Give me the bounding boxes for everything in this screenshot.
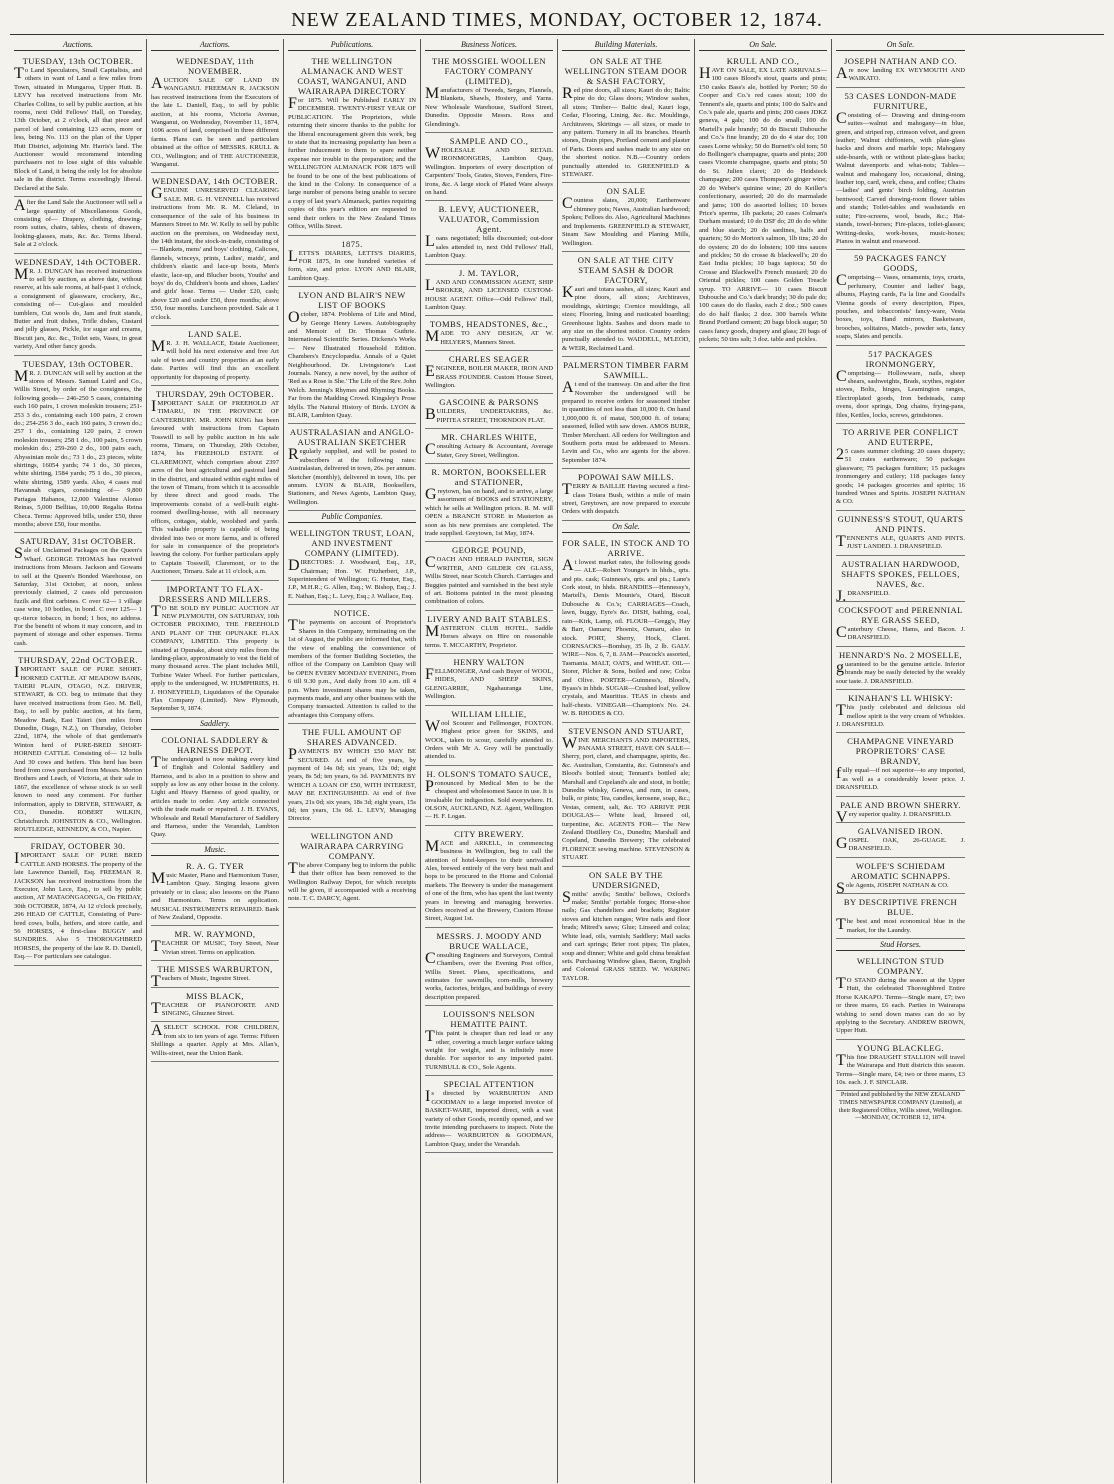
advertisement [425, 766, 553, 826]
ad-body: MR. J. DUNCAN will sell by auction at the stores of Messrs. Samuel Laird and Co., Willis Street, by order of the consignees, the following goods— 246-250 5 cases, containing each 160 pairs, 1 crown moleskin trousers; 251-253 3 do., containing each 100 pairs, 2 crown do.; 254-256 3 do., each 160 pairs, 3 crown do.; 257 1 do., containing 120 pairs, 2 crown moleskin trousers; 258 1 do., 100 pairs, 5 crown moleskin do.; 259-260 2 do., 100 pairs each, Abyssinian mole do.; 73 1 do., 23 pieces, white shirtings, 16054 yards; 74 1 do., 30 pieces, white shirting, 1584 yards; 75 1 do., 30 pieces, white shirting, 1589 yards. Also, 4 cases real Havannah cigars, consisting of— 9,800 Partagas Habanos, 12,000 Valentine Alonso Reinas, 5,000 Bellitas, 10,000 Regalia Reina Checa. Terms: Approved bills, under £50, three months; above £50, four months. [14, 367, 142, 528]
ad-body: LAND AND COMMISSION AGENT, SHIP BROKER, AND LICENSED CUSTOM-HOUSE AGENT. Office—Odd Fellows' Hall, Lambton Quay. [425, 276, 553, 311]
ad-body: GENUINE UNRESERVED CLEARING SALE. MR. G. H. VENNELL has received instructions from Mr. R. M. Cleland, in consequence of the sale of his business in Manners Street to Mr. W. Kelly to sell by public auction on the premises, on Wednesday next, the 14th instant, the stock-in-trade, consisting of— Blankets, mens' and boys' clothing, Calicoes, flannels, winceys, prints, Ladies', maids', and children's elastic and lace-up boots, Men's elastic, lace-up, and Blucher boots, Youths' and boys' do do, Children's boots and shoes, Ladies' and girls' hose. Terms — Under £20, cash; above £20 and under £50, three months; above £50, four months. Luncheon provided. Sale at 1 o'clock. [151, 185, 279, 321]
ad-body: At lowest market rates, the following goods— ALE—Robert Younger's in hhds., qrts. and pts. cask; Guinness's, qrts. and pts.; Lane's Cork stout, in hhds. BRANDIES—Hennessy's, Martell's, Denis Mounie's, Otard, Biscuit Dubouche & Co.'s; CARRIAGES—Coach, lawn, buggy, Eyre's &c. DISH, bathing, coal, rain—Kirk, Lamp, oil. FLOUR—Gregg's, Hay & Barr, Oamaru; Phoenix, Oamaru, also in stock. PORT, Sherry, Hock, Claret. CORNSACKS—Bombay, 35 lb, 2 lb. GALV. WIRE—Nos. 6, 7, 8. JAM—Peacock's assorted, Tasmania. MALT, OATS, and WHEAT. OIL—Storer, Pilcher & Sons, boiled and raw; Colza and Olive. PORTER—Guinness's, Blood's, Byass's in hhds. SUGAR—Crushed loaf, yellow crystals, and Mauritius. TEAS in chests and half-chests. VINEGAR—Champion's No. 24. W. B. RHODES & CO. [562, 556, 690, 718]
ad-body: Consisting of— Drawing and dining-room suites—walnut and mahogany—in blue, green, and striped rep, crimson velvet, and green leather; Walnut chiffoniers, with plate-glass backs and doors and marble tops; Mahogany side-boards, with or without plate-glass backs; Walnut davenports and what-nots; Tables—walnut and mahogany loo, occasional, dining, leather top, card, work, chess, and coffee; Chairs—ladies' and gents' birch folding, Austrian bentwood; Carved drawing-room flower tables and stands; Toilet-tables and washstands en suite; Fire-screens, wool, beads, &c.; Hat-stands, towel-horses; Fire-places, toilet-glasses; Writing-desks, work-boxes, music-boxes; Pianos in walnut and rosewood. [836, 109, 965, 245]
ad-body: BUILDERS, UNDERTAKERS, &c. PIPITEA STREET, THORNDON FLAT. [425, 406, 553, 424]
ad-heading: THE FULL AMOUNT OF SHARES ADVANCED. [302, 727, 402, 748]
section-heading: Business Notices. [425, 39, 553, 51]
ad-body: COACH AND HERALD PAINTER, SIGN WRITER, AND GILDER ON GLASS, Willis Street, near Scotch Church. Carriages and Buggies painted and varnished in the best style of art. Bottoms painted in the most pleasing combination of colors. [425, 554, 553, 606]
advertisement [14, 652, 142, 838]
ad-body: Is directed by WARBURTON AND GOODMAN to a large imported invoice of BASKET-WARE, imported direct, with a vast variety of other Goods, recently opened, and we invite intending purchasers to inspect. Note the address— WARBURTON & GOODMAN, Lambton Quay, under the Verandah. [425, 1088, 553, 1148]
advertisement [425, 928, 553, 1006]
ad-heading: COCKSFOOT and PERENNIAL RYE GRASS SEED, [838, 605, 963, 626]
advertisement [562, 252, 690, 357]
ad-body: Sale of Unclaimed Packages on the Queen's Wharf. GEORGE THOMAS has received instructions from Messrs. Jackson and Gowans to sell at the Queen's Bonded Warehouse, on Saturday, 31st October, at noon, unless previously claimed, 2 cases old percussion fuzils and flint carbines. C over 62— 1 village case wine, 10 bottles, in bond. C over 125— 1 qr.-tierce tobacco, in bond; 1 box, no address. For the benefit of whom it may concern, and in payment of storage and other expenses. Terms cash. [14, 545, 142, 647]
ad-heading: GEORGE POUND, [452, 545, 526, 556]
advertisement [14, 356, 142, 534]
ad-heading: THE WELLINGTON ALMANACK AND WEST COAST, WANGANUI, AND WAIRARAPA DIRECTORY [297, 56, 407, 96]
ad-body: AUCTION SALE OF LAND IN WANGANUI. FREEMAN R. JACKSON has received instructions from the Executors of the late L. Daniell, Esq., to sell by public auction, at his rooms, Victoria Avenue, Wanganui, on Wednesday, November 11, 1874, 1696 acres of land, comprised in three different farms. Plans can be seen and particulars obtained at the office of MESSRS. KRULL & CO., Wellington; and of THE AUCTIONEER, Wanganui. [151, 75, 279, 169]
advertisement [836, 88, 965, 251]
advertisement [425, 464, 553, 542]
ad-heading: BY DESCRIPTIVE FRENCH BLUE. [843, 897, 958, 918]
advertisement [288, 525, 416, 605]
advertisement [151, 858, 279, 926]
ad-body: Comprising— Hollowware, nails, sheep shears, sashweights, Brads, scythes, register stoves, Bolts, hinges, Leamington ranges, Electroplated goods, Iron bedsteads, camp ovens, door springs, Dog chains, frying-pans, files, Kettles, locks, screws, grindstones. [836, 367, 965, 419]
ad-heading: 1875. [341, 238, 363, 249]
advertisement [288, 724, 416, 828]
column-6 [695, 39, 832, 1483]
ad-body: To Land Speculators, Small Capitalists, and others in want of Land a few miles from Town, situated in Mungaroa, Upper Hutt. B. LEVY has received instructions from Mr. Charles Collins, to sell by public auction, at his rooms, next Odd Fellows' Hall, on Tuesday, 13th October, at 2 o'clock, all that piece and parcel of land containing 123 acres, more or less, being No. 113 on the plan of the Upper Hutt District, adjoining Mr. Harris's land. The Auctioneer would recommend intending purchasers not to lose sight of this valuable Block of Land, it being the only lot for absolute sale in the district. Terms exceedingly liberal. Declared at the Sale. [14, 65, 142, 192]
section-heading: Public Companies. [288, 511, 416, 523]
column-2 [147, 39, 284, 1483]
advertisement [836, 858, 965, 897]
ad-heading: ON SALE AT THE WELLINGTON STEAM DOOR & SASH FACTORY, [564, 56, 688, 86]
ad-body: After the Land Sale the Auctioneer will sell a large quantity of Miscellaneous Goods, consisting of— Drapery, clothing, drawing-room suites, chairs, tables, chests of drawers, looking-glasses, mats, &c. &c. Terms liberal. Sale at 2 o'clock. [14, 197, 142, 249]
advertisement [425, 1076, 553, 1153]
ad-body: Countess slates, 20,000; Earthenware chimney pots; Naves, Australian hardwood; Spokes; Felloes do. Also, Agricultural Machines and Implements. GREENFIELD & STEWART, Steam Saw Moulding and Planing Mills, Wellington. [562, 195, 690, 247]
ad-body: MR. J. H. WALLACE, Estate Auctioneer, will hold his next extensive and free Art sale of town and country properties at an early date. Parties will find this an excellent opportunity for disposing of property. [151, 337, 279, 381]
advertisement [836, 797, 965, 826]
ad-body: The payments on account of Proprietor's Shares in this Company, terminating on the 1st of August, the public are informed that, with the view of enabling the convenience of members of the former Building Societies, the office of the Company on Lambton Quay will be OPEN EVERY MONDAY EVENING, From 6 till 9.30 p.m., And daily from 10 a.m. till 4 p.m. When investment shares may be taken, payments made, and any other business with the Company transacted. Attention is called to the advantages this Company offers. [288, 617, 416, 719]
ad-heading: YOUNG BLACKLEG. [856, 1042, 945, 1053]
ad-body: This justly celebrated and delicious old mellow spirit is the very cream of Whiskies. J. DRANSFIELD. [836, 702, 965, 728]
advertisement [14, 254, 142, 356]
ad-body: Canterbury Cheese, Hams, and Bacon. J. DRANSFIELD. [836, 624, 965, 642]
ad-body: TENNENT'S ALE, QUARTS AND PINTS. JUST LANDED. J. DRANSFIELD. [836, 532, 965, 551]
ad-heading: SPECIAL ATTENTION [443, 1079, 535, 1090]
ad-heading: 59 PACKAGES FANCY GOODS, [854, 253, 947, 274]
ad-body: This paint is cheaper than red lead or any other, covering a much larger surface taking weight for weight, and is infinitely more durable. For superior to any imported paint. TURNBULL & CO., Sole Agents. [425, 1028, 553, 1071]
ad-heading: FRIDAY, OCTOBER 30. [30, 841, 126, 852]
advertisement [288, 424, 416, 511]
ad-heading: PALE AND BROWN SHERRY. [840, 799, 961, 810]
ad-body: Pronounced by Medical Men to be the cheapest and wholesomest Sauce in use. It is invaluable for indigestion. Sold everywhere. H. OLSON, AUCKLAND, N.Z. Agent, Wellington — H. F. Logan. [425, 777, 553, 821]
ad-heading: LOUISSON'S NELSON HEMATITE PAINT. [443, 1009, 535, 1030]
ad-body: Manufacturers of Tweeds, Serges, Flannels, Blankets, Shawls, Hosiery, and Yarns. New Wholesale Warehouse, Stafford Street, Dunedin. Opposite Messrs. Ross and Glendining's. [425, 85, 553, 128]
advertisement [425, 351, 553, 394]
ad-body: 25 cases summer clothing; 20 cases drapery; 51 crates earthenware; 50 packages glassware; 75 packages furniture; 15 packages ironmongery and cutlery; 118 packages fancy goods; 14 packages groceries and spirits; 16 hundred Wines and Spirits. JOSEPH NATHAN & CO. [836, 446, 965, 506]
column-4 [421, 39, 558, 1483]
ad-heading: WELLINGTON TRUST, LOAN, AND INVESTMENT COMPANY (LIMITED). [289, 528, 415, 559]
ad-heading: GASCOINE & PARSONS [439, 397, 539, 408]
section-heading: Auctions. [14, 39, 142, 51]
ad-body: Consulting Engineers and Surveyors, Central Chambers, over the Evening Post office, Willis Street. Plans, specifications, and estimates for sawmills, corn-mills, brewery works, factories, bridges, and buildings of every description prepared. [425, 949, 553, 1001]
advertisement [151, 53, 279, 173]
ad-heading: GALVANISED IRON. [857, 825, 944, 836]
advertisement [151, 961, 279, 991]
ad-heading: PALMERSTON TIMBER FARM SAWMILL. [563, 360, 689, 381]
ad-body: Greytown, has on hand, and to arrive, a large assortment of BOOKS and STATIONERY, which he sells at Wellington prices. R. M. will OPEN a BRANCH STORE in Masterton as soon as his new premises are completed. The trade supplied. Greytown, 1st May, 1874. [425, 485, 553, 537]
column-3 [284, 39, 421, 1483]
ad-body: MASTERTON CLUB HOTEL. Saddle Horses always on Hire on reasonable terms. T. MCCARTHY, Proprietor. [425, 622, 553, 649]
ad-heading: WEDNESDAY, 14th OCTOBER. [15, 256, 141, 267]
advertisement [699, 53, 827, 348]
advertisement [562, 469, 690, 521]
ad-body: IMPORTANT SALE OF FREEHOLD AT TIMARU, IN THE PROVINCE OF CANTERBURY. MR. JOHN KING has been favoured with instructions from Captain Tosswill to sell by public auction in his sale rooms, Timaru, on Thursday, 29th October, 1874, his FREEHOLD ESTATE of CLAREMONT, which comprises about 2397 acres of the best agricultural and pastoral land in the district, and situated within eight miles of the town of Timaru, from which it is accessible by three direct and good roads. The improvements consist of a well-built eight-roomed dwelling-house, with all necessary offices, cottages, stable, woolshed and yards. This valuable property is capable of being divided into two or more farms, and is offered for sale in consequence of the proprietor's leaving the colony. For further particulars apply to Captain Tosswill, Claremont, or to the Auctioneer, Timaru. Sale at 11 o'clock, a.m. [151, 398, 279, 576]
ad-heading: AUSTRALIAN HARDWOOD, SHAFTS SPOKES, FELLOES, NAVES, &c. [841, 558, 960, 589]
ad-body: fully equal—if not superior—to any imported, as well as a considerably lower price. J. DRANSFIELD. [836, 765, 965, 792]
ad-body: guaranteed to be the genuine article. Inferior brands may be easily detected by the weakly sour taste. J. DRANSFIELD. [836, 658, 965, 685]
ad-body: Sole Agents, JOSEPH NATHAN & CO. [836, 879, 949, 897]
ad-heading: WELLINGTON AND WAIRARAPA CARRYING COMPANY. [300, 830, 404, 861]
ad-heading: MR. W. RAYMOND, [174, 929, 256, 940]
ad-heading: AUSTRALASIAN and ANGLO-AUSTRALIAN SKETCHER [289, 427, 415, 448]
ad-body: For 1875. Will be Published EARLY IN DECEMBER. TWENTY-FIRST YEAR OF PUBLICATION. The Proprietors, while returning their sincere thanks to the public for the liberal encouragement given this work, beg to state that its increasing popularity has been a further inducement to them to spare neither expense nor trouble in the preparation; and the WELLINGTON ALMANACK FOR 1875 will be found to be one of the best publications of the kind in the Colony. In consequence of a large number of persons being unable to secure a copy of last year's Almanack, parties requiring copies of this year's edition are requested to send their orders to the New Zealand Times Office, Willis Street. [288, 95, 416, 231]
ad-body: IMPORTANT SALE OF PURE BRED CATTLE AND HORSES. The property of the late Lawrence Daniell, Esq. FREEMAN R. JACKSON has received instructions from the Executor, John Lece, Esq., to sell by public auction, AT MATAONGAONGA, On FRIDAY, 30th OCTOBER, 1874, At 12 o'clock precisely, 296 HEAD OF CATTLE, Consisting of Pure-bred cows, bulls, heifers, and store cattle, and 56 HORSES, 4 first-class BUGGY and SUNDRIES. Also 5 THOROUGHBRED HORSES, the property of the late R. D. Daniell, Esq.— For particulars see catalogue. [14, 850, 142, 961]
advertisement [836, 647, 965, 690]
ad-heading: TUESDAY, 13th OCTOBER. [22, 56, 134, 66]
ad-heading: THE MOSSGIEL WOOLLEN FACTORY COMPANY (LIMITED), [432, 56, 546, 86]
ad-body: October, 1874. Problems of Life and Mind, by George Henry Lewes. Autobiography and Memoir of Dr. Thomas Guthrie. International Scientific Series. Dickens's Works — New Illustrated Household Edition. Chambers's Encyclopædia. Annals of a Quiet Neighbourhood. Dr. Livingstone's Last Journals. Nancy, a new novel, by the author of 'Red as a Rose is She.' The Life of the Rev. John Welch. Jenning's Rhymes and Rhyming Books. Far from the Madding Crowd. Kingsley's Prose Idylls. The Natural History of Birds. LYON & BLAIR, Lambton Quay. [288, 309, 416, 419]
ad-body: Red pine doors, all sizes; Kauri do do; Baltic pine do do; Glass doors; Window sashes, all sizes; Timber— Baltic deal, Kauri logs, Cedar, Flooring, Lining, &c. &c. Mouldings, Architraves, Skirtings — all sizes, or made to any pattern. Turnery in all its branches. Hearth stones, Drain pipes, Portland cement and plaster of Paris. Doors and sashes made to any size on the shortest notice. N.B.—Country orders punctually attended to. GREENFIELD & STEWART. [562, 85, 690, 179]
advertisement [151, 173, 279, 326]
section-heading: Building Materials. [562, 39, 690, 51]
ad-heading: GUINNESS'S STOUT, QUARTS AND PINTS. [837, 513, 964, 534]
advertisement [288, 605, 416, 724]
advertisement [836, 556, 965, 605]
ad-heading: WEDNESDAY, 11th NOVEMBER. [176, 56, 254, 76]
section-heading: Stud Horses. [836, 939, 965, 951]
ad-heading: H. OLSON'S TOMATO SAUCE, [426, 768, 552, 779]
section-heading: On Sale. [699, 39, 827, 51]
ad-heading: 53 CASES LONDON-MADE FURNITURE, [844, 90, 957, 111]
ad-body: DIRECTORS: J. Woodward, Esq., J.P., Chairman; Hon. W. Fitzherbert, J.P., Superintendent of Wellington; G. Hunter, Esq., J.P., M.H.R.; G. Allen, Esq.; W. Bishop, Esq.; J. E. Nathan, Esq.; L. Levy, Esq.; J. Wallace, Esq. [288, 557, 416, 600]
advertisement [836, 511, 965, 556]
ad-heading: CITY BREWERY. [454, 828, 524, 839]
ad-body: FELLMONGER, And cash Buyer of WOOL, HIDES, AND SHEEP SKINS, GLENGARRIE, Ngahauranga Line, Wellington. [425, 666, 553, 701]
ad-heading: COLONIAL SADDLERY & HARNESS DEPOT. [161, 734, 269, 755]
ad-heading: R. A. G. TYER [185, 860, 245, 871]
advertisement [562, 723, 690, 867]
advertisement [425, 394, 553, 429]
ad-body: MACE and ARKELL, in commencing business in Wellington, beg to call the attention of hotel-keepers to their unrivalled Ales, brewed entirely of the very best malt and hops to be procured in the Home and Colonial markets. The Brewery is under the management of one of the firm, who has spent the last twenty years in brewing and managing breweries. Orders received at the Brewery, Custom House Street, August 1st. [425, 837, 553, 923]
ad-heading: IMPORTANT TO FLAX-DRESSERS AND MILLERS. [158, 583, 272, 604]
ad-body: MADE TO ANY DESIGN, AT W. HELYER'S, Manners Street. [425, 328, 553, 346]
advertisement [425, 542, 553, 610]
advertisement [562, 183, 690, 251]
advertisement [151, 732, 279, 844]
ad-heading: LAND SALE. [188, 328, 242, 339]
advertisement [425, 611, 553, 654]
section-heading: Auctions. [151, 39, 279, 51]
ad-body: TO BE SOLD BY PUBLIC AUCTION AT NEW PLYMOUTH, ON SATURDAY, 10th OCTOBER PROXIMO, THE FREEHOLD AND PLANT OF THE OPUNAKE FLAX COMPANY, LIMITED. This property is situated at Opunake, about sixty miles from the landing-place, approximately to vest the field of many thousand acres. The plant includes Mill, Turbine Water Wheel. For further particulars, apply to the undersigned, W. HUMPHRIES, H. J. HONEYFIELD, Liquidators of the Opunake Flax Company (Limited). New Plymouth, September 9, 1874. [151, 602, 279, 713]
section-heading: On Sale. [562, 521, 690, 533]
ad-body: PAYMENTS BY WHICH £50 MAY BE SECURED. At end of five years, by payment of 14s 0d; six years, 12s 0d; eight years, 8s 5d; ten years, 6s 3d. PAYMENTS BY WHICH A LOAN OF £50, WITH INTEREST, MAY BE EXTINGUISHED. At end of five years, 21s 0d; six years, 18s 3d; eight years, 15s 0d; ten years, 13s 0d. L. LEVY, Managing Director. [288, 746, 416, 823]
ad-body: J.DRANSFIELD. [836, 587, 890, 605]
ad-body: ASELECT SCHOOL FOR CHILDREN, from six to ten years of age. Terms: Fifteen Shillings a quarter. Apply at Mrs. Allan's, Willis-street, near the Union Bank. [151, 1022, 279, 1057]
advertisement [425, 706, 553, 766]
ad-heading: MESSRS. J. MOODY AND BRUCE WALLACE, [436, 930, 542, 951]
advertisement [562, 53, 690, 183]
ad-heading: THE MISSES WARBURTON, [157, 964, 273, 975]
ad-body: ENGINEER, BOILER MAKER, IRON AND BRASS FOUNDER. Custom House Street, Wellington. [425, 363, 553, 389]
advertisement [151, 581, 279, 718]
advertisement [425, 133, 553, 201]
advertisement [562, 357, 690, 469]
advertisement [836, 894, 965, 939]
advertisement [151, 1022, 279, 1062]
advertisement [288, 828, 416, 908]
ad-heading: LIVERY AND BAIT STABLES. [427, 613, 551, 624]
advertisement [151, 326, 279, 386]
ad-body: The above Company beg to inform the public that their office has been removed to the Wellington Railway Depot, for which receipts will be given, if accompanied with a receiving note. T. C. DARCY, Agent. [288, 859, 416, 903]
advertisement [836, 1040, 965, 1092]
section-heading: On Sale. [836, 39, 965, 51]
ad-heading: SATURDAY, 31st OCTOBER. [19, 536, 136, 547]
ad-heading: JOSEPH NATHAN AND CO. [844, 56, 957, 66]
ad-body: This fine DRAUGHT STALLION will travel the Wairarapa and Hutt districts this season. Terms—Single mare, £4; two or three mares, £3 10s. each. J. F. SINCLAIR. [836, 1051, 965, 1087]
advertisement [836, 250, 965, 345]
ad-body: TEACHER OF PIANOFORTE AND SINGING, Ghuznee Street. [151, 999, 279, 1017]
advertisement [836, 733, 965, 796]
advertisement [425, 826, 553, 928]
ad-body: MR. J. DUNCAN has received instructions to sell by auction, as above date, without reserve, at his sale rooms, at half-past 1 o'clock, a consignment of glassware, crockery, &c., consisting of— Cut-glass and moulded tumblers, Cut wools do, Jam and fruit stands, Butter and fruit dishes, Trifle dishes, Custard and jelly glasses, Pickle, ice sugar and creams, Biscuit jars, &c. &c., Toilet sets, Vases, in great variety, And other fancy goods. [14, 265, 142, 351]
masthead: NEW ZEALAND TIMES, MONDAY, OCTOBER 12, 1874. [10, 6, 1104, 35]
ad-heading: TOMBS, HEADSTONES, &c., [429, 319, 549, 330]
ad-body: TERRY & BAILLIE Having secured a first-class Totara Bush, within a mile of main street, Greytown, are now prepared to execute Orders with despatch. [562, 481, 690, 516]
ad-heading: TUESDAY, 13th OCTOBER. [22, 358, 134, 369]
ad-body: Teachers of Music, Ingestre Street. [151, 973, 251, 991]
advertisement [562, 867, 690, 987]
advertisement [425, 201, 553, 264]
ad-body: TEACHER OF MUSIC, Tory Street, Near Vivian street. Terms on application. [151, 938, 279, 956]
column-7 [832, 39, 969, 1483]
ad-heading: FOR SALE, IN STOCK AND TO ARRIVE. [562, 537, 690, 558]
column-5 [558, 39, 695, 1483]
advertisement [151, 926, 279, 961]
ad-heading: STEVENSON AND STUART, [568, 725, 684, 736]
ad-body: Regularly supplied, and will be posted to subscribers at the following rates: Australasian, delivered in town, 26s. per annum. Sketcher (monthly), delivered in town, 10s. per annum. LYON & BLAIR, Booksellers, Stationers, and News Agents, Lambton Quay, Wellington. [288, 446, 416, 506]
ad-heading: THURSDAY, 29th OCTOBER. [156, 389, 274, 399]
ad-body: The undersigned is now making every kind of English and Colonial Saddlery and Harness, and is also in a position to show and supply as low as any other house in the colony. Light and Heavy Harness of good quality, or articles made to order. Any article connected with the trade made or repaired. J. H. EVANS, Wholesale and Retail Manufacturer of Saddlery and Harness, under the Verandah, Lambton Quay. [151, 753, 279, 839]
advertisement [288, 53, 416, 236]
ad-heading: KINAHAN'S LL WHISKY: [848, 693, 953, 704]
ad-heading: HENNARD'S No. 2 MOSELLE, [838, 649, 963, 660]
ad-body: LETTS'S DIARIES, LETTS'S DIARIES, FOR 1875, In one hundred varieties of form, size, and price. LYON AND BLAIR, Lambton Quay. [288, 247, 416, 282]
ad-heading: KRULL AND CO., [726, 56, 800, 66]
ad-heading: CHAMPAGNE VINEYARD PROPRIETORS' CASE BRANDY, [847, 736, 954, 767]
ad-heading: TO ARRIVE PER CONFLICT AND EUTERPE, [842, 427, 959, 447]
ad-heading: WILLIAM LILLIE, [451, 708, 527, 719]
advertisement [14, 838, 142, 965]
ad-body: Smiths' anvils; Smiths' bellows, Oxford's make; Smiths' portable forges; Horse-shoe nails; Gas chandeliers and brackets; Register stoves and kitchen ranges; Wire nails and floor brads; Mitred's saws; Glue; Linseed and colza; White lead, oils, varnish; Saddlery; Mail sacks and cart springs; Brier root pipes; Tin plates, soup and dinner; White and gold china breakfast sets. Purchasing Window glass, Bacon, English and Colonial GRASS SEED. W. WARING TAYLOR. [562, 888, 690, 982]
ad-heading: ON SALE BY THE UNDERSIGNED, [588, 869, 664, 890]
ad-body: Are now landing EX WEYMOUTH AND WAIKATO. [836, 65, 965, 83]
ad-heading: CHARLES SEAGER [448, 354, 530, 365]
ad-heading: WELLINGTON STUD COMPANY. [856, 955, 945, 976]
advertisement [288, 287, 416, 424]
imprint-footer: Printed and published by the NEW ZEALAND TIMES NEWSPAPER COMPANY (Limited), at their Registered Office, Willis street, Wellington.—MONDAY, OCTOBER 12, 1874. [838, 1091, 963, 1122]
ad-heading: J. M. TAYLOR, [458, 267, 520, 278]
ad-body: TO STAND during the season at the Upper Hutt, the celebrated Thoroughbred Entire Horse KAKAPO. Terms—Single mare, £7; two or three mares, £6 each. Parties in Wairarapa wishing to send down mares can do so by applying to the Secretary. ANDREW BROWN, Upper Hutt. [836, 974, 965, 1035]
advertisement [151, 988, 279, 1023]
ad-heading: POPOWAI SAW MILLS. [578, 472, 674, 483]
advertisement [836, 823, 965, 858]
section-heading: Publications. [288, 39, 416, 51]
advertisement [425, 265, 553, 317]
advertisement [14, 53, 142, 197]
ad-heading: R. MORTON, BOOKSELLER and STATIONER, [431, 466, 547, 487]
advertisement [836, 953, 965, 1040]
ad-body: GOSPEL OAK, 26-GUAGE. J. DRANSFIELD. [836, 834, 965, 853]
advertisement [425, 429, 553, 464]
ad-body: IMPORTANT SALE OF PURE SHORT-HORNED CATTLE. AT MEADOW BANK, TAIERI PLAIN, OTAGO, N.Z. DRIVER, STEWART, & CO. beg to intimate that they have received instructions from Geo. M. Bell, Esq., to sell by public auction, at his farm, Meadow Bank, East Taieri (ten miles from Dunedin, Otago, N.Z.), on Thursday, October 22nd, 1874, the whole of that gentleman's Winton herd of PURE-BRED SHORT-HORNED CATTLE. Consisting of— 12 bulls And 30 cows and heifers. This herd has been bred from cows purchased from Messrs. Morton Brothers and Leach, of Victoria, at their sale in 1867, the excellence of whose stock is so well known to need any comment. For further information, apply to DRIVER, STEWART, & CO., Dunedin. ROBERT WILKIN, Christchurch. JOHNSTON & CO., Wellington. ROUTLEDGE, KENNEDY, & CO., Napier. [14, 664, 142, 833]
ad-heading: HENRY WALTON [453, 657, 525, 668]
advertisement [562, 535, 690, 723]
ad-body: Kauri and totara sashes, all sizes; Kauri and pine doors, all sizes; Architraves, mouldings, skirtings; Cornice mouldings, all sizes; Flooring, lining and rusticated boarding; Greenhouse lights. Sashes and doors made to any size on the shortest notice. Country orders punctually attended to. WADDELL, M'LEOD, & WEIR, Reclaimed Land. [562, 283, 690, 352]
ad-heading: 517 PACKAGES IRONMONGERY, [865, 348, 936, 369]
ad-body: Wool Scourer and Fellmonger, FOXTON. Highest price given for SKINS, and WOOL, taken to scour, carefully attended to. Orders with Mr A. Grey will be punctually attended to. [425, 717, 553, 761]
ad-heading: LYON AND BLAIR'S NEW LIST OF BOOKS [298, 290, 406, 311]
advertisement [425, 316, 553, 351]
ad-heading: MR. CHARLES WHITE, [441, 432, 537, 443]
ad-body: Comprising— Vases, ornaments, toys, cruets, perfumery, Counter and ladies' bags, albums, Playing cards, Fa la line and Goodall's Vienna goods of every description, Pipes, pouches, and tobacconists' fancy-ware, Vesta boxes, toys, Hand mirrors, Basketware, brooches, solitaires, Match-, powder sets, fancy soaps, Slates and pencils. [836, 272, 965, 341]
section-heading: Music. [151, 844, 279, 856]
ad-body: WHOLESALE AND RETAIL IRONMONGERS, Lambton Quay, Wellington. Importers of every description of Carpenters' Tools, Grates, Stoves, Fenders, Fire-irons, &c. A large stock of Plated Ware always on hand. [425, 145, 553, 197]
advertisement [836, 690, 965, 733]
advertisement [425, 654, 553, 706]
ad-body: Consulting Actuary & Accountant, Average Stater, Grey Street, Wellington. [425, 441, 553, 459]
ad-heading: WEDNESDAY, 14th OCTOBER. [152, 176, 278, 187]
ad-body: The best and most economical blue in the market, for the Laundry. [836, 916, 965, 934]
advertisement [836, 53, 965, 88]
advertisement [14, 197, 142, 253]
advertisement [836, 602, 965, 647]
ad-body: Loans negotiated; bills discounted; out-door sales attended to, next Odd Fellows' Hall, Lambton Quay. [425, 233, 553, 260]
columns [10, 39, 1104, 1483]
ad-heading: MISS BLACK, [186, 990, 244, 1001]
section-heading: Saddlery. [151, 718, 279, 730]
ad-body: Very superior quality. J. DRANSFIELD. [836, 808, 952, 826]
column-1 [10, 39, 147, 1483]
ad-heading: WOLFE'S SCHIEDAM AROMATIC SCHNAPPS. [850, 860, 951, 881]
ad-heading: NOTICE. [333, 608, 371, 619]
advertisement [425, 53, 553, 133]
ad-body: HAVE ON SALE, EX LATE ARRIVALS— 100 cases Blood's stout, quarts and pints; 150 casks Bass's ale, bottled by Porter; 50 do Cooper and Co.'s red cases stout; 100 do Tennent's ale, quarts and pints; 100 do Salt's and Co.'s pale ale, quarts and pints; 200 cases JDKZ geneva, 4 gals; 100 do do small; 100 do Martell's pale brandy; 50 do Biscuit Dubouche and Co.'s fine brandy; 20 do do 4 star do; 100 cases Lorne whisky; 50 do Burnett's old tom; 50 do Bollinger's champagne, quarts and pints; 200 cases Vicomte champagne, quarts and pints; 50 do St. Julien claret; 20 do Heidsieck champagne; 200 cases Thompson's ginger wine; 20 do Weber's quinine wine; 20 do Keiller's confectionary, assorted; 20 do do marmalade and jams; 100 do assorted lollies; 10 boxes Price's sperms, 1lb packets; 20 cases Colman's Durham mustard; 10 do DSF do; 20 do do white and blue starch; 20 do sardines, halfs and quarters; 50 do Morton's salmon, 1lb tins; 20 do do oysters; 20 do do lobsters; 100 tins sauces and pickles; 50 do crosse & blackwell's; 20 do East India pickles; 10 bags tapioca; 50 do Crosse and Blackwell's French mustard; 20 do Oriental pickles; 100 cases Golden Treacle syrup. TO ARRIVE— 10 cases Biscuit Dubouche and Co.'s dark brandy; 30 do pale do; 100 cases do do flasks, each 2 doz.; 500 cases do do half flasks; 2 doz. 300 barrels White Brand Portland cement; 20 bags block sugar; 50 cases fancy goods, drapery and glass; 20 bags of pickets; 50 tins salt; 3 doz. table and pickles. [699, 65, 827, 343]
ad-body: At end of the tramway. On and after the first November the undersigned will be prepared to receive orders for seasoned timber in quantities of not less than 10,000 ft. On hand 1,000,000 ft. of matai, 500,000 ft. of totara; seasoned, felled with saw down. AMOS BURR, Timber Merchant. All orders for Wellington and Southern ports must be addressed to Messrs. Levin and Co., who are agents for the above. September 1874. [562, 379, 690, 464]
ad-heading: ON SALE [606, 186, 646, 197]
ad-heading: SAMPLE AND CO., [449, 136, 529, 147]
advertisement [836, 424, 965, 511]
ad-body: WINE MERCHANTS AND IMPORTERS, PANAMA STREET, HAVE ON SALE— Sherry, port, claret, and champagne, spirits, &c. &c. Australian, Constantia, &c. Guinness's and Blood's bottled stout; Tennant's bottled ale; Marshall and Copeland's ale and stout, in bottle; Dunedin whisky, Geneva, and rum, in cases, bulk, or pints; Tea, candles, kerosene, soap, &c.; Vestas, cement, salt, &c. TO ARRIVE PER DOUGLAS— White lead, linseed oil, turpentine, &c. AGENTS FOR— The New Zealand Distillery Co., Dunedin; Marshall and Copeland, Dunedin Brewery; The celebrated FLORENCE sewing machine. STEVENSON & STUART. [562, 734, 690, 862]
ad-heading: THURSDAY, 22nd OCTOBER. [18, 655, 138, 666]
advertisement [836, 346, 965, 424]
advertisement [151, 386, 279, 581]
ad-body: Music Master, Piano and Harmonium Tuner, Lambton Quay. Singing lessons given privately or in class; also lessons on the Piano and Harmonium. Terms on application. MUSICAL INSTRUMENTS REPAIRED. Bank of New Zealand, Opposite. [151, 869, 279, 921]
advertisement [288, 236, 416, 288]
ad-heading: B. LEVY, AUCTIONEER, VALUATOR, Commission Agent. [438, 204, 540, 235]
advertisement [14, 533, 142, 652]
advertisement [425, 1006, 553, 1076]
ad-heading: ON SALE AT THE CITY STEAM SASH & DOOR FACTORY, [577, 254, 675, 285]
